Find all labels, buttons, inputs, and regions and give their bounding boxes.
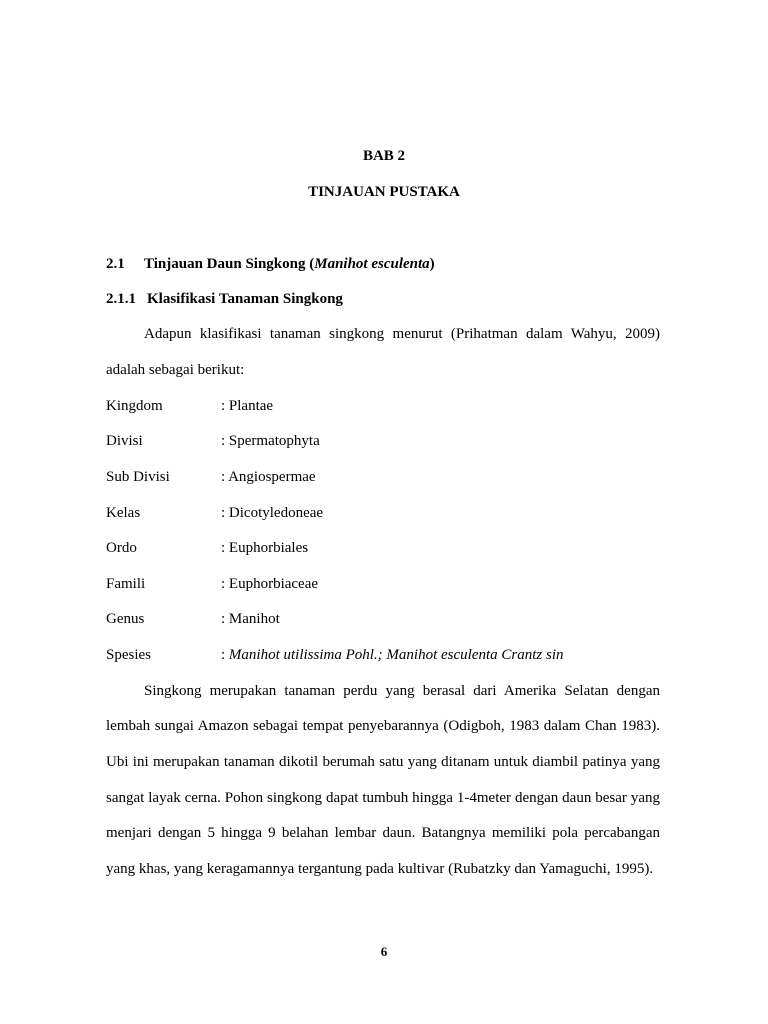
chapter-title: TINJAUAN PUSTAKA	[308, 184, 460, 200]
paragraph-line-1: Singkong merupakan tanaman perdu yang berasal dari Amerika Selatan dengan	[144, 683, 660, 699]
paragraph-line-2: lembah sungai Amazon sebagai tempat penyebarannya (Odigboh, 1983 dalam Chan 1983).	[106, 718, 660, 734]
section-title-prefix: Tinjauan Daun Singkong (	[144, 256, 315, 272]
taxonomy-value: : Dicotyledoneae	[221, 505, 324, 521]
taxonomy-label: Famili	[106, 576, 146, 592]
taxonomy-value: : Angiospermae	[221, 469, 316, 485]
taxonomy-label: Spesies	[106, 647, 151, 663]
taxonomy-label: Genus	[106, 611, 145, 627]
paragraph-line-5: menjari dengan 5 hingga 9 belahan lembar daun. Batangnya memiliki pola percabangan	[106, 825, 660, 841]
section-heading	[106, 255, 435, 273]
chapter-number: BAB 2	[362, 148, 406, 164]
subsection-heading	[106, 290, 343, 308]
taxonomy-value: : Spermatophyta	[221, 433, 320, 449]
taxonomy-value	[221, 646, 564, 664]
paragraph-line-6: yang khas, yang keragamannya tergantung pada kultivar (Rubatzky dan Yamaguchi, 1995).	[106, 861, 654, 877]
paragraph-line-4: sangat layak cerna. Pohon singkong dapat tumbuh hingga 1-4meter dengan daun besar yang	[106, 790, 660, 806]
taxonomy-value: : Plantae	[221, 398, 274, 414]
taxonomy-label: Divisi	[106, 433, 143, 449]
taxonomy-label: Ordo	[106, 540, 137, 556]
section-title-italic: Manihot esculenta	[314, 256, 430, 272]
intro-line-2: adalah sebagai berikut:	[106, 362, 245, 378]
page-number: 6	[380, 944, 388, 959]
taxonomy-label: Kingdom	[106, 398, 163, 414]
taxonomy-value: : Euphorbiaceae	[221, 576, 319, 592]
paragraph-line-3: Ubi ini merupakan tanaman dikotil berumah satu yang ditanam untuk diambil patinya yang	[106, 754, 660, 770]
taxonomy-value-italic: Manihot utilissima Pohl.; Manihot esculenta Crantz sin	[228, 647, 564, 663]
taxonomy-value-prefix: :	[221, 647, 229, 663]
taxonomy-value: : Manihot	[221, 611, 280, 627]
intro-line-1: Adapun klasifikasi tanaman singkong menurut (Prihatman dalam Wahyu, 2009)	[144, 326, 660, 342]
taxonomy-label: Kelas	[106, 505, 141, 521]
subsection-title: Klasifikasi Tanaman Singkong	[147, 291, 343, 307]
section-title-suffix: )	[429, 256, 435, 272]
taxonomy-value: : Euphorbiales	[221, 540, 309, 556]
section-number: 2.1	[106, 256, 125, 272]
subsection-number: 2.1.1	[106, 291, 136, 307]
taxonomy-label: Sub Divisi	[106, 469, 170, 485]
